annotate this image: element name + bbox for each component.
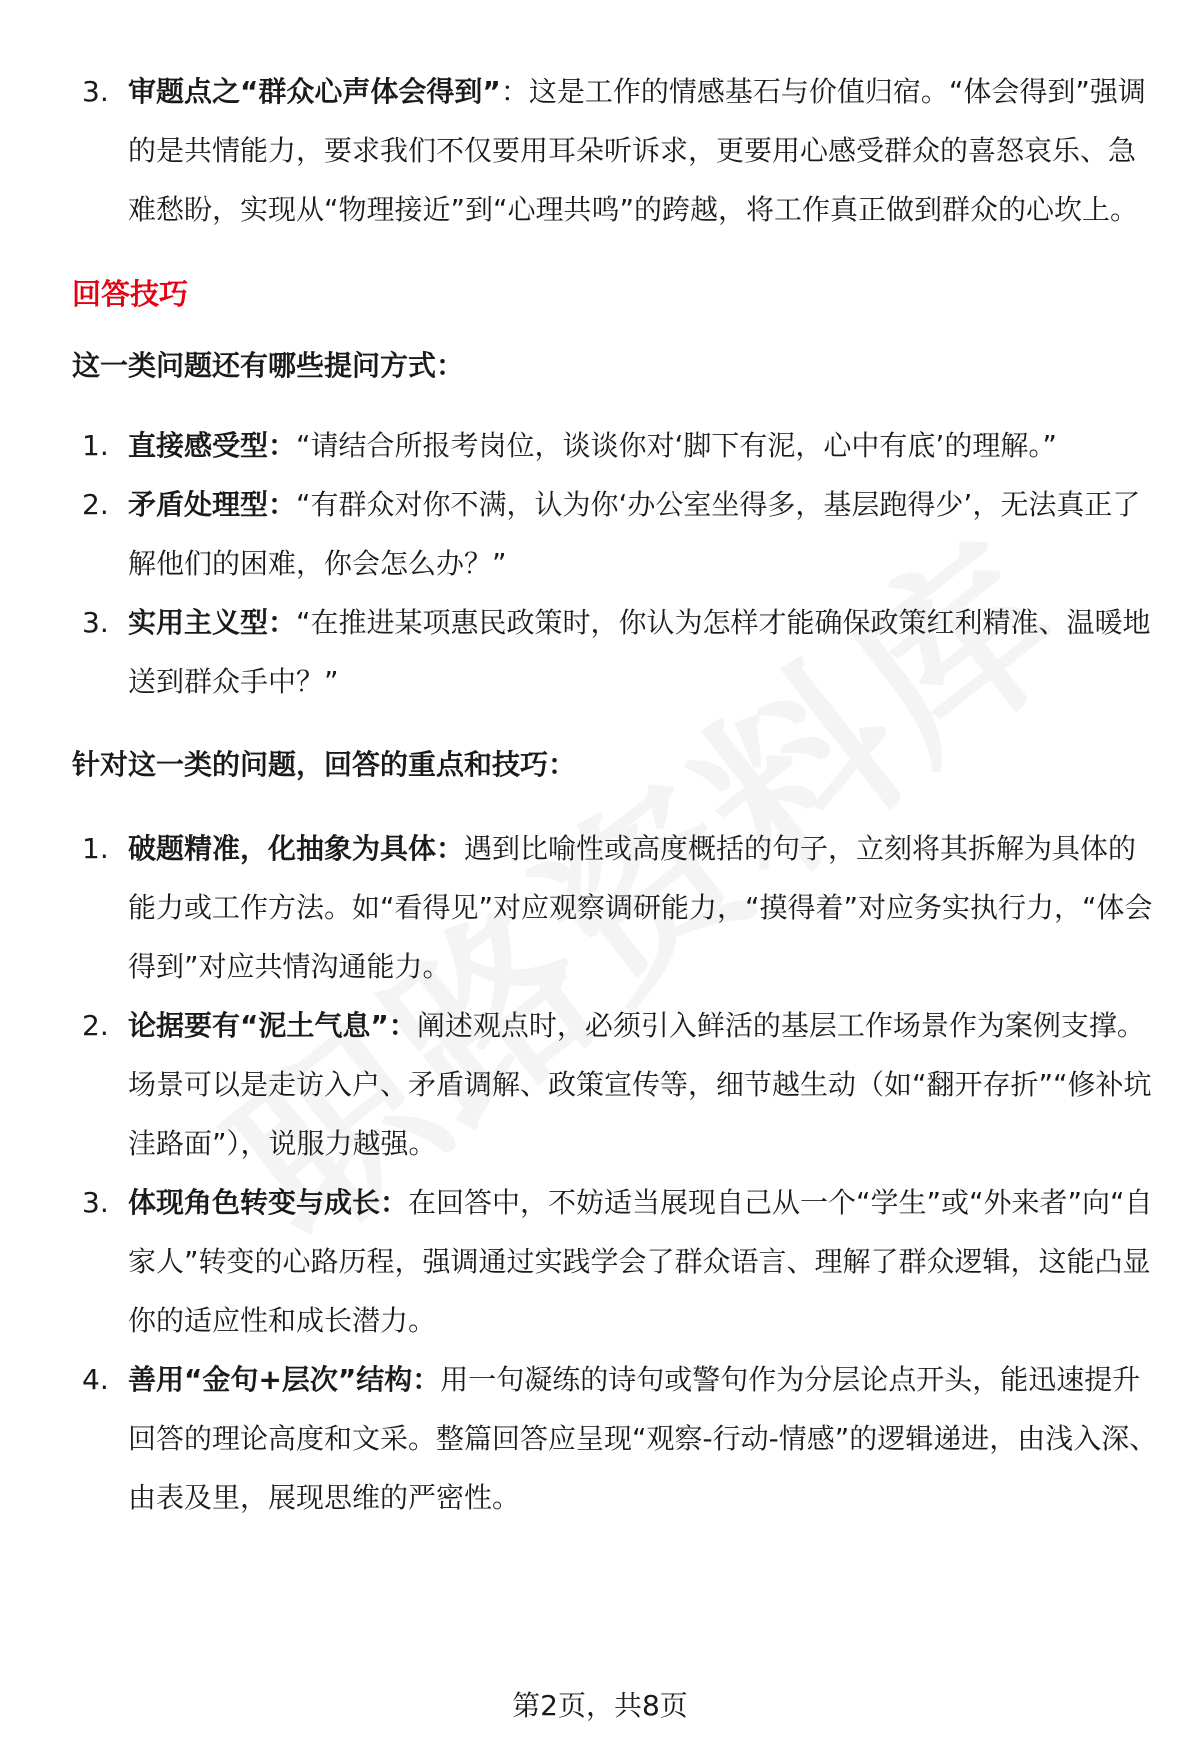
list-item-text: 在回答中，不妨适当展现自己从一个“学生”或“外来者”向“自家人”转变的心路历程，强调通过实践学会了群众语言、理解了群众逻辑，这能凸显你的适应性和成长潜力。 xyxy=(128,1186,1153,1337)
page-number-footer: 第2页，共8页 xyxy=(512,1689,688,1722)
list-item xyxy=(72,62,1160,239)
list-item xyxy=(72,593,1160,711)
list-item xyxy=(72,416,1160,475)
page-content xyxy=(72,62,1160,1527)
questions-heading: 这一类问题还有哪些提问方式： xyxy=(72,349,465,382)
list-number: 2. xyxy=(82,1009,109,1042)
list-number: 3. xyxy=(82,75,109,108)
list-item-text: 遇到比喻性或高度概括的句子，立刻将其拆解为具体的能力或工作方法。如“看得见”对应观察调研能力，“摸得着”对应务实执行力，“体会得到”对应共情沟通能力。 xyxy=(128,832,1153,983)
list-item xyxy=(72,819,1160,996)
tips-list xyxy=(72,819,1160,1527)
list-number: 3. xyxy=(82,1186,109,1219)
list-number: 2. xyxy=(82,488,109,521)
list-item xyxy=(72,1173,1160,1350)
list-item-lead: 审题点之“群众心声体会得到” xyxy=(128,75,501,108)
list-item-text: “在推进某项惠民政策时，你认为怎样才能确保政策红利精准、温暖地送到群众手中？” xyxy=(128,606,1151,698)
list-number: 1. xyxy=(82,429,109,462)
list-item xyxy=(72,475,1160,593)
questions-list xyxy=(72,416,1160,711)
tips-heading: 针对这一类的问题，回答的重点和技巧： xyxy=(72,748,577,781)
list-item xyxy=(72,1350,1160,1527)
list-number: 4. xyxy=(82,1363,109,1396)
list-item-lead: 实用主义型： xyxy=(128,606,297,639)
list-item-lead: 破题精准，化抽象为具体： xyxy=(128,832,465,865)
list-item-lead: 论据要有“泥土气息”： xyxy=(128,1009,417,1042)
list-item xyxy=(72,996,1160,1173)
list-item-text: ：这是工作的情感基石与价值归宿。“体会得到”强调的是共情能力，要求我们不仅要用耳朵听诉求，更要用心感受群众的喜怒哀乐、急难愁盼，实现从“物理接近”到“心理共鸣”的跨越，将工作真正做到群众的心坎上。 xyxy=(128,75,1146,226)
list-item-text: 阐述观点时，必须引入鲜活的基层工作场景作为案例支撑。场景可以是走访入户、矛盾调解、政策宣传等，细节越生动（如“翻开存折”“修补坑洼路面”），说服力越强。 xyxy=(128,1009,1152,1160)
list-item-lead: 直接感受型： xyxy=(128,429,297,462)
list-item-lead: 体现角色转变与成长： xyxy=(128,1186,409,1219)
list-item-text: 用一句凝练的诗句或警句作为分层论点开头，能迅速提升回答的理论高度和文采。整篇回答应呈现“观察-行动-情感”的逻辑递进，由浅入深、由表及里，展现思维的严密性。 xyxy=(128,1363,1158,1514)
list-item-text: “有群众对你不满，认为你‘办公室坐得多，基层跑得少’，无法真正了解他们的困难，你会怎么办？” xyxy=(128,488,1141,580)
list-item-text: “请结合所报考岗位，谈谈你对‘脚下有泥，心中有底’的理解。” xyxy=(296,429,1057,462)
list-number: 1. xyxy=(82,832,109,865)
list-number: 3. xyxy=(82,606,109,639)
list-item-lead: 善用“金句+层次”结构： xyxy=(128,1363,441,1396)
list-item-lead: 矛盾处理型： xyxy=(128,488,297,521)
section-title: 回答技巧 xyxy=(72,277,189,311)
